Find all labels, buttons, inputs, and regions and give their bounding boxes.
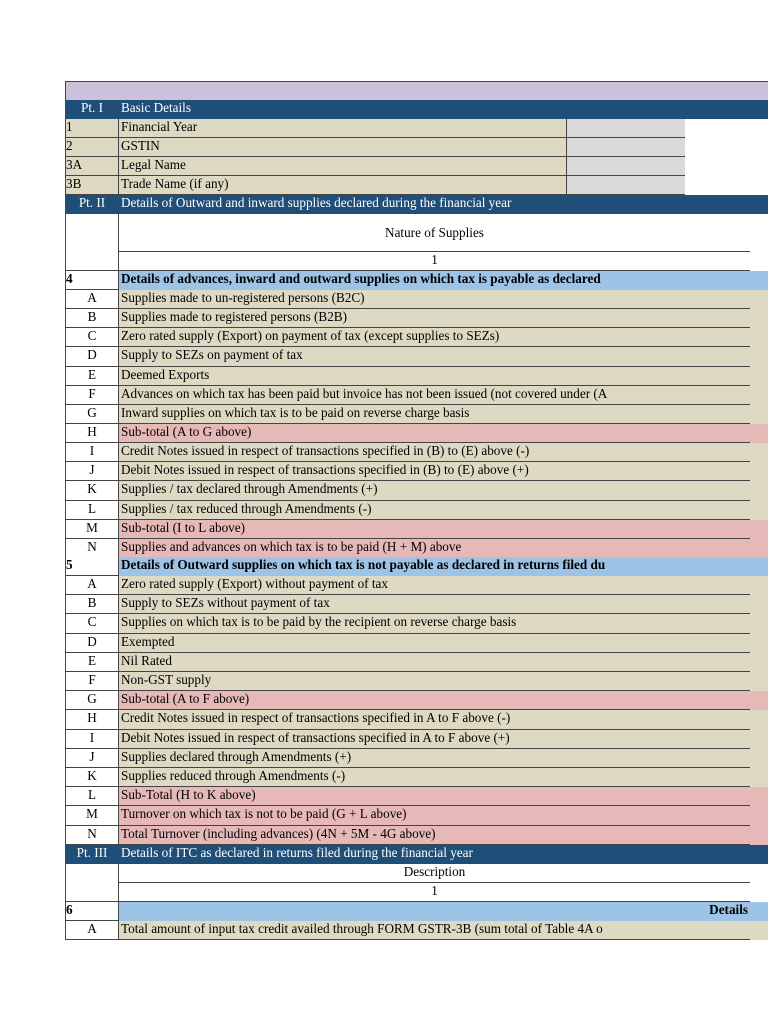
value-cell[interactable] <box>750 672 768 691</box>
row-code: 3A <box>65 157 119 176</box>
row-label: Supplies reduced through Amendments (-) <box>119 768 750 787</box>
table-row <box>65 347 768 366</box>
basic-detail-row <box>65 157 768 176</box>
part-2-code: Pt. II <box>65 195 119 214</box>
table-row <box>65 710 768 729</box>
value-cell[interactable] <box>750 501 768 520</box>
column-number: 1 <box>119 883 750 902</box>
row-code: A <box>65 576 119 595</box>
value-cell[interactable] <box>750 520 768 539</box>
value-cell[interactable] <box>750 539 768 558</box>
value-cell[interactable] <box>750 921 768 940</box>
value-cell[interactable] <box>750 424 768 443</box>
value-cell[interactable] <box>750 634 768 653</box>
value-cell[interactable] <box>750 443 768 462</box>
row-code: L <box>65 501 119 520</box>
row-label: Exempted <box>119 634 750 653</box>
part-3-code: Pt. III <box>65 845 119 864</box>
row-label: Supply to SEZs on payment of tax <box>119 347 750 366</box>
row-label: Supplies made to registered persons (B2B) <box>119 309 750 328</box>
row-label: Supplies / tax reduced through Amendments (-) <box>119 501 750 520</box>
part-3-title: Details of ITC as declared in returns filed during the financial year <box>121 845 473 860</box>
row-code: I <box>65 730 119 749</box>
row-code: E <box>65 367 119 386</box>
row-label: Legal Name <box>119 157 566 176</box>
row-label: Sub-total (I to L above) <box>119 520 750 539</box>
row-code: B <box>65 309 119 328</box>
row-code: M <box>65 520 119 539</box>
row-label: Supplies / tax declared through Amendments (+) <box>119 481 750 500</box>
value-cell[interactable] <box>750 614 768 633</box>
row-label: Total amount of input tax credit availed through FORM GSTR-3B (sum total of Table 4A o <box>119 921 750 940</box>
table-5-title: Details of Outward supplies on which tax is not payable as declared in returns filed du <box>121 557 606 572</box>
table-6-title: Details <box>709 902 748 917</box>
value-cell[interactable] <box>750 749 768 768</box>
row-code: G <box>65 405 119 424</box>
table-row <box>65 424 768 443</box>
table-row <box>65 520 768 539</box>
row-label: Debit Notes issued in respect of transactions specified in (B) to (E) above (+) <box>119 462 750 481</box>
value-cell[interactable] <box>750 481 768 500</box>
column-number: 1 <box>119 252 750 271</box>
value-cell[interactable] <box>750 367 768 386</box>
row-code: H <box>65 710 119 729</box>
table-4-code: 4 <box>65 271 119 290</box>
value-cell[interactable] <box>750 576 768 595</box>
row-label: Zero rated supply (Export) without payment of tax <box>119 576 750 595</box>
table-row <box>65 730 768 749</box>
row-label: Financial Year <box>119 119 566 138</box>
table-5-code: 5 <box>65 557 119 576</box>
blank-code-cell <box>65 864 119 902</box>
row-label: Turnover on which tax is not to be paid (G + L above) <box>119 806 750 825</box>
table-row <box>65 462 768 481</box>
table-row <box>65 672 768 691</box>
row-code: B <box>65 595 119 614</box>
row-code: J <box>65 462 119 481</box>
row-code: L <box>65 787 119 806</box>
row-code: A <box>65 921 119 940</box>
row-code: J <box>65 749 119 768</box>
row-code: F <box>65 386 119 405</box>
table-6-code: 6 <box>65 902 119 921</box>
table-row <box>65 595 768 614</box>
row-code: F <box>65 672 119 691</box>
table-4-header <box>65 271 768 290</box>
row-label: Total Turnover (including advances) (4N + 5M - 4G above) <box>119 826 750 845</box>
table-6-header <box>65 902 768 921</box>
trade-name-input[interactable] <box>566 176 685 195</box>
table-row <box>65 501 768 520</box>
row-label: Trade Name (if any) <box>119 176 566 195</box>
table-row <box>65 481 768 500</box>
row-code: E <box>65 653 119 672</box>
value-cell[interactable] <box>750 309 768 328</box>
table-row <box>65 576 768 595</box>
value-cell[interactable] <box>750 806 768 825</box>
value-cell[interactable] <box>750 462 768 481</box>
value-cell[interactable] <box>750 595 768 614</box>
row-code: C <box>65 614 119 633</box>
part-1-header <box>65 100 768 119</box>
part-1-code: Pt. I <box>65 100 119 119</box>
table-row <box>65 386 768 405</box>
row-label: Credit Notes issued in respect of transactions specified in A to F above (-) <box>119 710 750 729</box>
row-label: Deemed Exports <box>119 367 750 386</box>
table-row <box>65 328 768 347</box>
row-code: G <box>65 691 119 710</box>
row-code: K <box>65 768 119 787</box>
table-row <box>65 443 768 462</box>
row-code: M <box>65 806 119 825</box>
row-label: Zero rated supply (Export) on payment of tax (except supplies to SEZs) <box>119 328 750 347</box>
part-2-header <box>65 195 768 214</box>
basic-detail-row <box>65 119 768 138</box>
table-row <box>65 691 768 710</box>
part-1-title: Basic Details <box>121 100 191 115</box>
description-header <box>65 864 768 902</box>
row-code: I <box>65 443 119 462</box>
value-cell[interactable] <box>750 386 768 405</box>
value-cell[interactable] <box>750 730 768 749</box>
row-code: N <box>65 826 119 845</box>
value-cell[interactable] <box>750 347 768 366</box>
table-row <box>65 921 768 940</box>
row-label: GSTIN <box>119 138 566 157</box>
row-label: Supplies and advances on which tax is to be paid (H + M) above <box>119 539 750 558</box>
blank-code-cell <box>65 214 119 271</box>
row-code: D <box>65 347 119 366</box>
financial-year-input[interactable] <box>566 119 685 138</box>
table-row <box>65 367 768 386</box>
part-2-title: Details of Outward and inward supplies declared during the financial year <box>121 195 512 210</box>
row-label: Supplies made to un-registered persons (B2C) <box>119 290 750 309</box>
table-row <box>65 290 768 309</box>
row-code: 1 <box>65 119 119 138</box>
table-row <box>65 614 768 633</box>
row-label: Supplies on which tax is to be paid by the recipient on reverse charge basis <box>119 614 750 633</box>
basic-detail-row <box>65 138 768 157</box>
table-row <box>65 309 768 328</box>
row-label: Advances on which tax has been paid but invoice has not been issued (not covered under (A <box>119 386 750 405</box>
row-code: C <box>65 328 119 347</box>
row-label: Nil Rated <box>119 653 750 672</box>
row-label: Inward supplies on which tax is to be paid on reverse charge basis <box>119 405 750 424</box>
table-row <box>65 768 768 787</box>
table-5-header <box>65 557 768 576</box>
row-label: Sub-total (A to F above) <box>119 691 750 710</box>
value-cell[interactable] <box>750 691 768 710</box>
row-label: Non-GST supply <box>119 672 750 691</box>
row-code: N <box>65 539 119 558</box>
table-row <box>65 806 768 825</box>
gstin-input[interactable] <box>566 138 685 157</box>
table-row <box>65 405 768 424</box>
value-cell[interactable] <box>750 710 768 729</box>
row-code: 3B <box>65 176 119 195</box>
row-code: A <box>65 290 119 309</box>
table-row <box>65 653 768 672</box>
legal-name-input[interactable] <box>566 157 685 176</box>
value-cell[interactable] <box>750 328 768 347</box>
column-header: Nature of Supplies <box>119 214 750 252</box>
value-cell[interactable] <box>750 653 768 672</box>
row-label: Supplies declared through Amendments (+) <box>119 749 750 768</box>
value-cell[interactable] <box>750 405 768 424</box>
row-code: K <box>65 481 119 500</box>
value-cell[interactable] <box>750 826 768 845</box>
row-label: Credit Notes issued in respect of transactions specified in (B) to (E) above (-) <box>119 443 750 462</box>
value-cell[interactable] <box>750 290 768 309</box>
table-4-title: Details of advances, inward and outward supplies on which tax is payable as declared <box>121 271 601 286</box>
row-code: 2 <box>65 138 119 157</box>
part-3-header <box>65 845 768 864</box>
table-row <box>65 634 768 653</box>
column-header: Description <box>119 864 750 883</box>
nature-of-supplies-header <box>65 214 768 271</box>
basic-detail-row <box>65 176 768 195</box>
title-band <box>65 81 768 100</box>
row-label: Sub-total (A to G above) <box>119 424 750 443</box>
table-row <box>65 749 768 768</box>
row-code: H <box>65 424 119 443</box>
table-row <box>65 539 768 558</box>
row-label: Supply to SEZs without payment of tax <box>119 595 750 614</box>
table-row <box>65 787 768 806</box>
row-label: Sub-Total (H to K above) <box>119 787 750 806</box>
row-code: D <box>65 634 119 653</box>
row-label: Debit Notes issued in respect of transactions specified in A to F above (+) <box>119 730 750 749</box>
table-row <box>65 826 768 845</box>
value-cell[interactable] <box>750 768 768 787</box>
value-cell[interactable] <box>750 787 768 806</box>
